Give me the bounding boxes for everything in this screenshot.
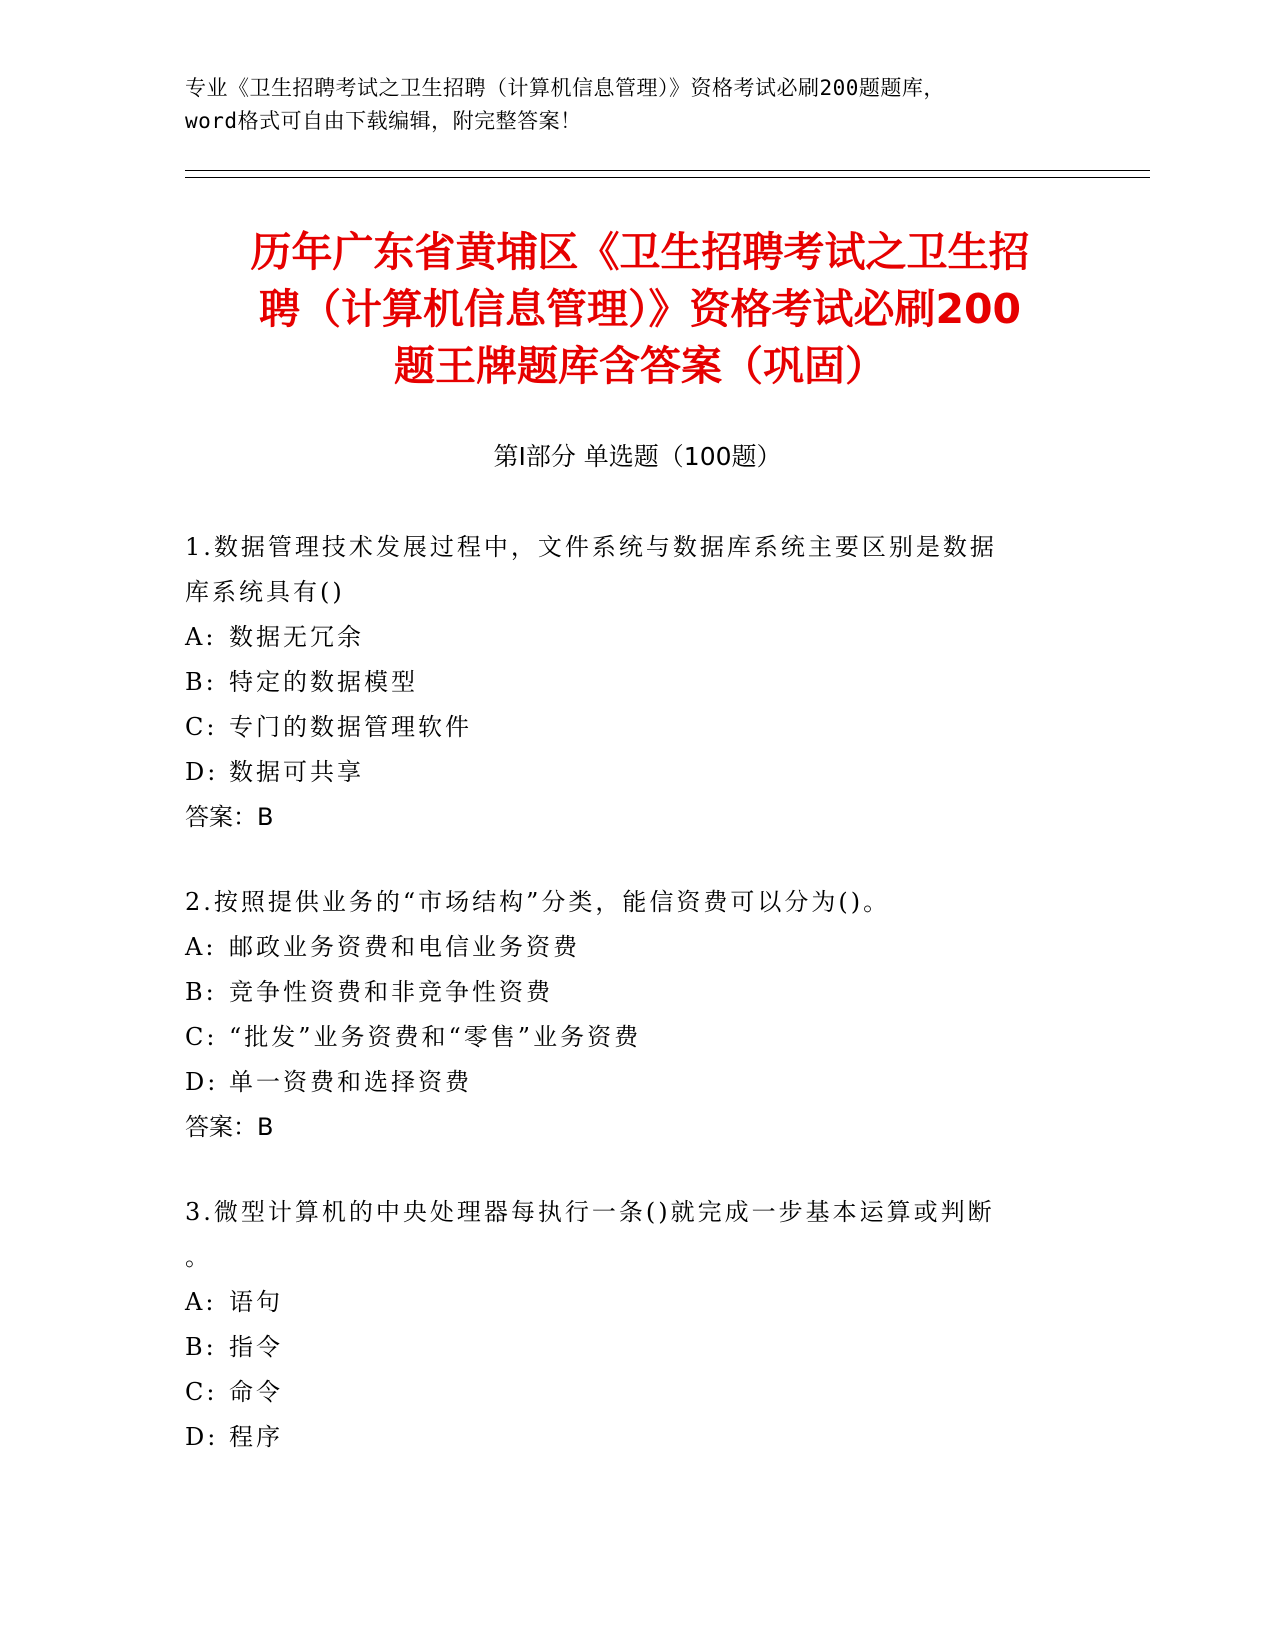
option-text: 指令 <box>229 1333 283 1361</box>
option-key: A: <box>185 1288 217 1316</box>
option-text: 程序 <box>229 1423 283 1451</box>
question-3 <box>185 1190 1065 1460</box>
option-text: 命令 <box>229 1378 283 1406</box>
option-text: 专门的数据管理软件 <box>229 713 472 741</box>
option-d <box>185 1060 1065 1105</box>
option-key: B: <box>185 668 217 696</box>
option-d <box>185 1415 1065 1460</box>
header-note-line-1: 专业《卫生招聘考试之卫生招聘（计算机信息管理）》资格考试必刷200题题库， <box>185 76 945 100</box>
question-stem-line-2: 。 <box>185 1243 212 1271</box>
option-text: 数据可共享 <box>229 758 364 786</box>
option-key: D: <box>185 1068 219 1096</box>
header-rule-bottom <box>185 177 1150 178</box>
option-d <box>185 750 1065 795</box>
option-a <box>185 615 1065 660</box>
option-key: C: <box>185 713 218 741</box>
header-rule-top <box>185 170 1150 171</box>
option-key: A: <box>185 623 217 651</box>
option-b <box>185 1325 1065 1370</box>
option-text: 邮政业务资费和电信业务资费 <box>229 933 580 961</box>
document-title-line-2: 聘（计算机信息管理）》资格考试必刷200 <box>258 285 1022 333</box>
option-text: 语句 <box>229 1288 283 1316</box>
document-title-line-1: 历年广东省黄埔区《卫生招聘考试之卫生招 <box>250 228 1030 276</box>
option-text: 特定的数据模型 <box>229 668 418 696</box>
answer-line: 答案：B <box>185 1113 274 1141</box>
option-a <box>185 925 1065 970</box>
header-note <box>185 72 1085 138</box>
question-stem-line-1: 1.数据管理技术发展过程中，文件系统与数据库系统主要区别是数据 <box>185 533 997 561</box>
option-a <box>185 1280 1065 1325</box>
header-note-line-2: word格式可自由下载编辑，附完整答案！ <box>185 109 582 133</box>
option-key: B: <box>185 978 217 1006</box>
document-title-line-3: 题王牌题库含答案（巩固） <box>394 342 886 390</box>
option-text: 竞争性资费和非竞争性资费 <box>229 978 553 1006</box>
option-key: C: <box>185 1023 218 1051</box>
option-text: 数据无冗余 <box>229 623 364 651</box>
answer-line: 答案：B <box>185 803 274 831</box>
option-c <box>185 705 1065 750</box>
option-key: C: <box>185 1378 218 1406</box>
option-key: A: <box>185 933 217 961</box>
option-b <box>185 660 1065 705</box>
question-1 <box>185 525 1065 840</box>
question-stem-line-1: 3.微型计算机的中央处理器每执行一条()就完成一步基本运算或判断 <box>185 1198 995 1226</box>
question-stem-line-1: 2.按照提供业务的“市场结构”分类，能信资费可以分为()。 <box>185 888 891 916</box>
section-heading: 第I部分 单选题（100题） <box>493 442 782 471</box>
question-2 <box>185 880 1065 1150</box>
option-text: 单一资费和选择资费 <box>229 1068 472 1096</box>
question-list <box>185 525 1065 1500</box>
question-stem-line-2: 库系统具有() <box>185 578 345 606</box>
option-key: D: <box>185 758 219 786</box>
document-title <box>190 224 1090 395</box>
option-c <box>185 1015 1065 1060</box>
option-key: D: <box>185 1423 219 1451</box>
option-c <box>185 1370 1065 1415</box>
option-text: “批发”业务资费和“零售”业务资费 <box>229 1023 642 1051</box>
option-key: B: <box>185 1333 217 1361</box>
option-b <box>185 970 1065 1015</box>
